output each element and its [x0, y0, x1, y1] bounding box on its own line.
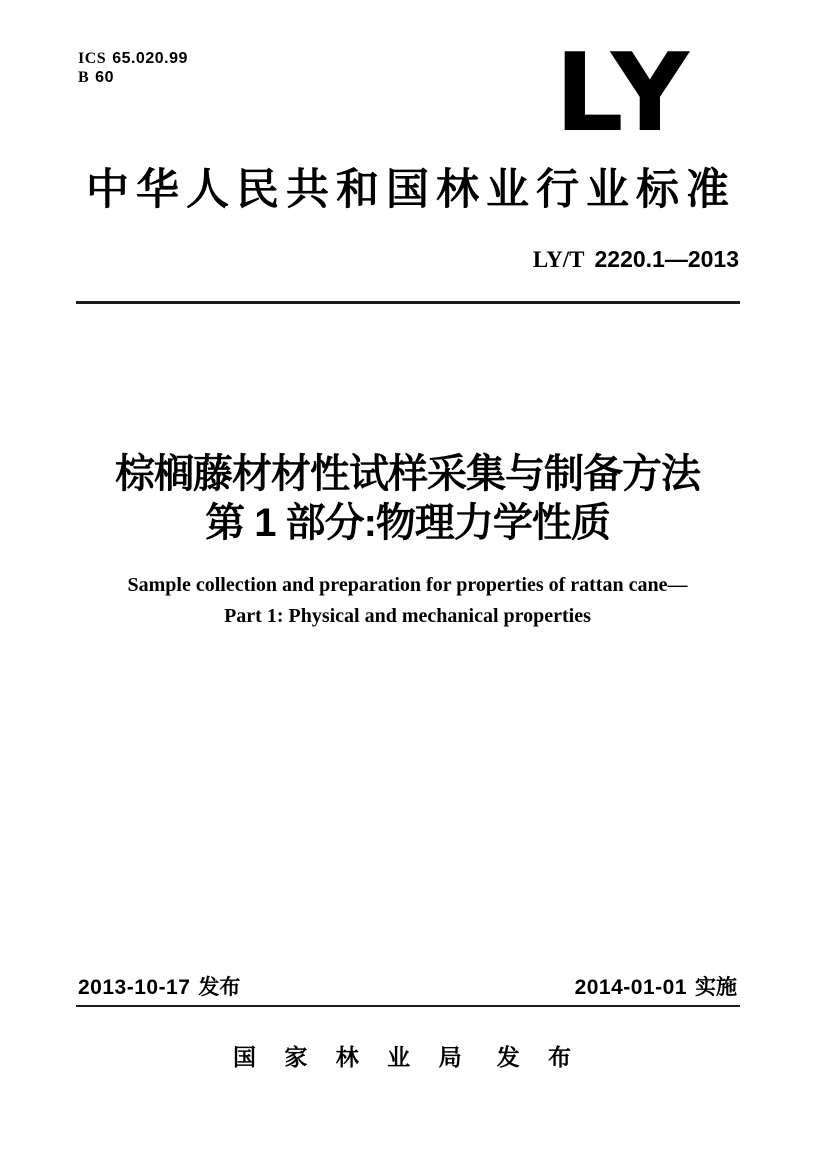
- english-title: [0, 570, 815, 632]
- issuer-line: [0, 1042, 815, 1072]
- implementation-date-group: [575, 976, 737, 1000]
- doc-class-line: [78, 68, 188, 87]
- implementation-date: 2014-01-01: [574, 976, 687, 999]
- chinese-title: [0, 450, 815, 548]
- issuer-name: 国 家 林 业 局: [233, 1044, 473, 1070]
- release-label: 发布: [198, 976, 241, 999]
- doc-class-label: B: [78, 69, 90, 86]
- header-divider-rule: [76, 301, 740, 304]
- standard-category-title: 中华人民共和国林业行业标准: [86, 166, 736, 214]
- doc-class-value: 60: [95, 69, 114, 86]
- dates-row: [78, 976, 737, 1000]
- ics-value: 65.020.99: [112, 50, 188, 67]
- chinese-title-line1: 棕榈藤材材性试样采集与制备方法: [115, 452, 700, 496]
- standard-number: [533, 246, 739, 273]
- footer-divider-rule: [76, 1005, 740, 1007]
- release-date-group: [78, 976, 240, 1000]
- implementation-label: 实施: [695, 976, 737, 999]
- english-title-line2: Part 1: Physical and mechanical properties: [224, 605, 591, 627]
- chinese-title-line2: 第 1 部分:物理力学性质: [205, 501, 610, 545]
- ics-classification-block: [78, 49, 188, 87]
- standard-number-code: 2220.1—2013: [594, 246, 739, 272]
- ics-line: [78, 49, 188, 68]
- english-title-line1: Sample collection and preparation for properties of rattan cane—: [127, 574, 688, 596]
- release-date: 2013-10-17: [78, 976, 191, 999]
- standard-number-prefix: LY/T: [532, 247, 585, 272]
- ics-label: ICS: [78, 50, 107, 67]
- publish-label: 发 布: [496, 1044, 582, 1070]
- ly-logo: LY: [554, 31, 693, 156]
